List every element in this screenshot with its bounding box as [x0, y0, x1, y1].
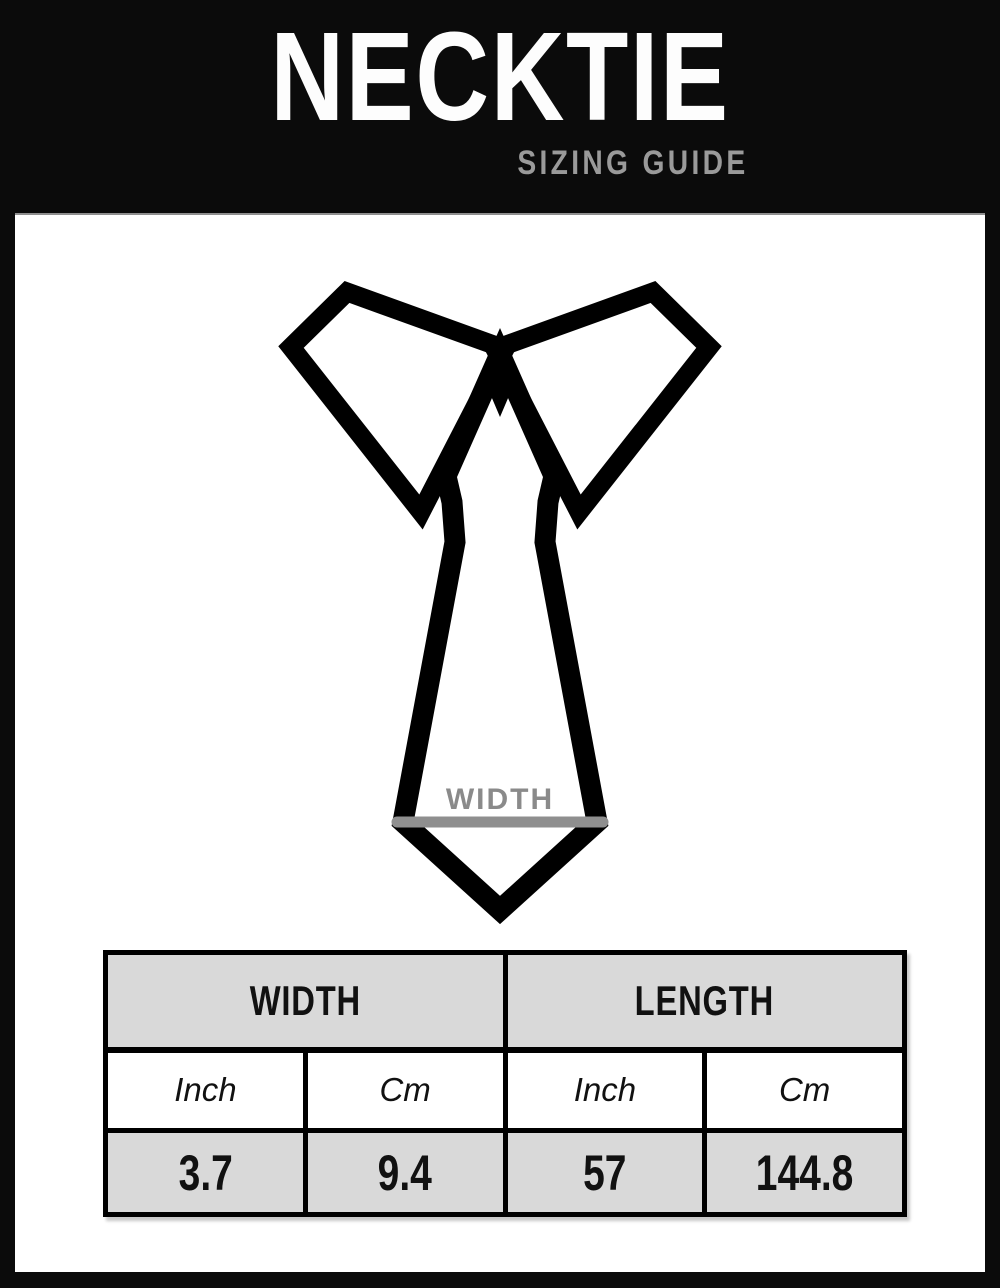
table-group-header-row [106, 953, 905, 1050]
value-cell-length-inch [505, 1131, 705, 1215]
value-cell-length-cm [705, 1131, 905, 1215]
unit-label: Inch [573, 1071, 637, 1109]
value-label: 3.7 [178, 1144, 233, 1201]
group-header-length [505, 953, 905, 1050]
value-cell-width-cm [305, 1131, 505, 1215]
width-label: WIDTH [445, 783, 555, 816]
unit-label: Cm [379, 1071, 431, 1109]
table-unit-row [106, 1050, 905, 1131]
group-header-width-label: WIDTH [249, 976, 361, 1024]
page-title [216, 6, 783, 147]
page-subtitle [470, 146, 748, 180]
page-subtitle-text: SIZING GUIDE [516, 144, 748, 182]
value-label: 9.4 [378, 1144, 433, 1201]
header [0, 0, 1000, 213]
unit-label: Inch [174, 1071, 237, 1109]
unit-cell-width-cm [305, 1050, 505, 1131]
necktie-icon [250, 252, 750, 942]
value-cell-width-inch [106, 1131, 306, 1215]
value-label: 57 [583, 1144, 627, 1201]
unit-cell-width-inch [106, 1050, 306, 1131]
page-title-text: NECKTIE [270, 6, 730, 147]
group-header-width [106, 953, 506, 1050]
group-header-length-label: LENGTH [635, 976, 775, 1024]
unit-cell-length-inch [505, 1050, 705, 1131]
unit-cell-length-cm [705, 1050, 905, 1131]
table-value-row [106, 1131, 905, 1215]
content-panel [15, 213, 985, 1272]
value-label: 144.8 [755, 1144, 854, 1201]
size-table [103, 950, 907, 1217]
unit-label: Cm [778, 1071, 831, 1109]
